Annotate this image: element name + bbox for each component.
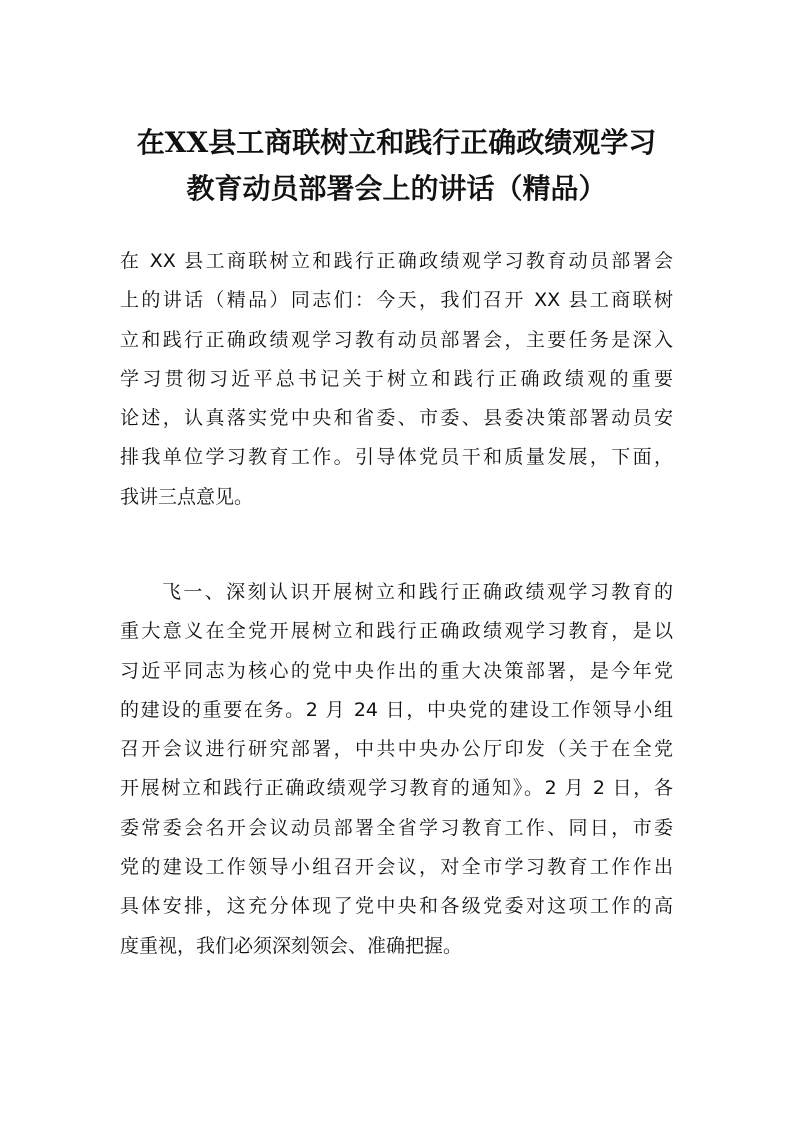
text-line: 立和践行正确政绩观学习教有动员部署会，主要任务是深入: [120, 328, 673, 351]
text-line: 的建设的重要在务。2 月 24 日，中央党的建设工作领导小组: [120, 698, 673, 721]
title-line-2: 教育动员部署会上的讲话（精品）: [186, 172, 607, 205]
text-line: 排我单位学习教育工作。引导体党员干和质量发展，下面，: [120, 446, 673, 469]
text-line: 重大意义在全党开展树立和践行正确政绩观学习教育，是以: [120, 620, 673, 643]
section-heading-line: 飞一、深刻认识开展树立和践行正确政绩观学习教育的: [162, 581, 673, 603]
text-line: 在 XX 县工商联树立和践行正确政绩观学习教育动员部署会: [120, 250, 673, 272]
text-line: 论述，认真落实党中央和省委、市委、县委决策部署动员安: [120, 407, 673, 430]
text-line: 上的讲话（精品）同志们：今天，我们召开 XX 县工商联树: [120, 289, 673, 312]
text-line: 习近平同志为核心的党中央作出的重大决策部署，是今年党: [120, 659, 673, 682]
document-title: [0, 120, 793, 212]
text-line: 委常委会名开会议动员部署全省学习教育工作、同日，市委: [120, 816, 673, 839]
text-line: 具体安排，这充分体现了党中央和各级党委对这项工作的高: [120, 895, 673, 918]
paragraph-section-one: [120, 573, 673, 966]
text-line: 学习贯彻习近平总书记关于树立和践行正确政绩观的重要: [120, 367, 673, 390]
paragraph-intro: [120, 242, 673, 517]
text-line: 我讲三点意见。: [120, 485, 254, 508]
text-line: 召开会议进行研究部署，中共中央办公厅印发（关于在全党: [120, 738, 673, 761]
text-line: 开展树立和践行正确政绩观学习教育的通知》。2 月 2 日，各: [120, 777, 673, 800]
text-line: 度重视，我们必须深刻领会、准确把握。: [120, 934, 463, 957]
text-line: 党的建设工作领导小组召开会议，对全市学习教育工作作出: [120, 856, 673, 879]
title-line-1: 在XX县工商联树立和践行正确政绩观学习: [136, 126, 657, 159]
